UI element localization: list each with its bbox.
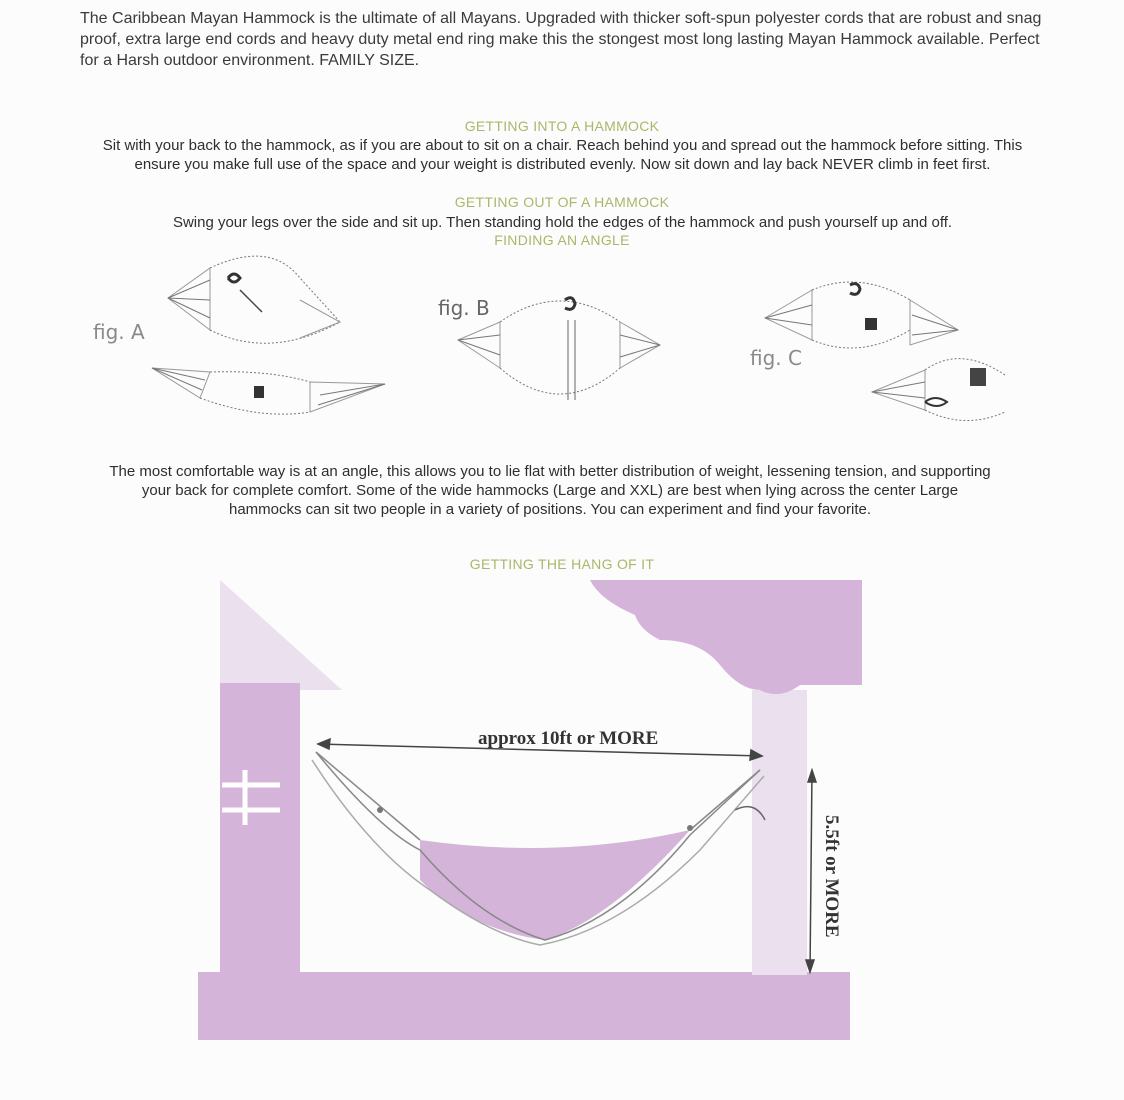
fig-b-label: fig. B [438, 296, 490, 320]
heading-getting-out: GETTING OUT OF A HAMMOCK [454, 194, 670, 210]
text-getting-out: Swing your legs over the side and sit up. Then standing hold the edges of the hammock and push yourself up and off. [172, 214, 953, 231]
height-label: 5.5ft or MORE [821, 815, 842, 938]
width-label: approx 10ft or MORE [478, 728, 659, 749]
intro-paragraph: The Caribbean Mayan Hammock is the ultimate of all Mayans. Upgraded with thicker soft-spun polyester cords that are robust and snag proof, extra large end cords and heavy duty metal end ring make this the stongest most long lasting Mayan Hammock available. Perfect for a Harsh outdoor environment. FAMILY SIZE. [80, 10, 1042, 69]
ground [198, 972, 850, 1040]
house-wall [220, 683, 300, 975]
fig-a-label: fig. A [93, 320, 145, 344]
tree-canopy [590, 580, 862, 694]
house-window [220, 770, 280, 825]
tree-trunk [752, 690, 807, 975]
heading-getting-in: GETTING INTO A HAMMOCK [464, 118, 660, 134]
fig-c-label: fig. C [750, 346, 802, 370]
hammock-body [420, 830, 690, 940]
text-finding-angle: The most comfortable way is at an angle, this allows you to lie flat with better distribution of weight, lessening tension, and supporting your back for complete comfort. Some of the wide hammocks (Large and XXL) are best when lying across the center Large hammocks can sit two people in a variety of positions. You can experiment and find your favorite. [109, 463, 991, 518]
heading-finding-angle: FINDING AN ANGLE [494, 232, 630, 248]
house-roof [220, 580, 342, 690]
text-getting-in: Sit with your back to the hammock, as if you are about to sit on a chair. Reach behind you and spread out the hammock before sitting. This ensure you make full use of the space and your weight is distributed evenly. Now sit down and lay back NEVER climb in feet first. [102, 137, 1023, 173]
height-arrow [806, 770, 816, 972]
heading-getting-hang: GETTING THE HANG OF IT [469, 556, 655, 572]
